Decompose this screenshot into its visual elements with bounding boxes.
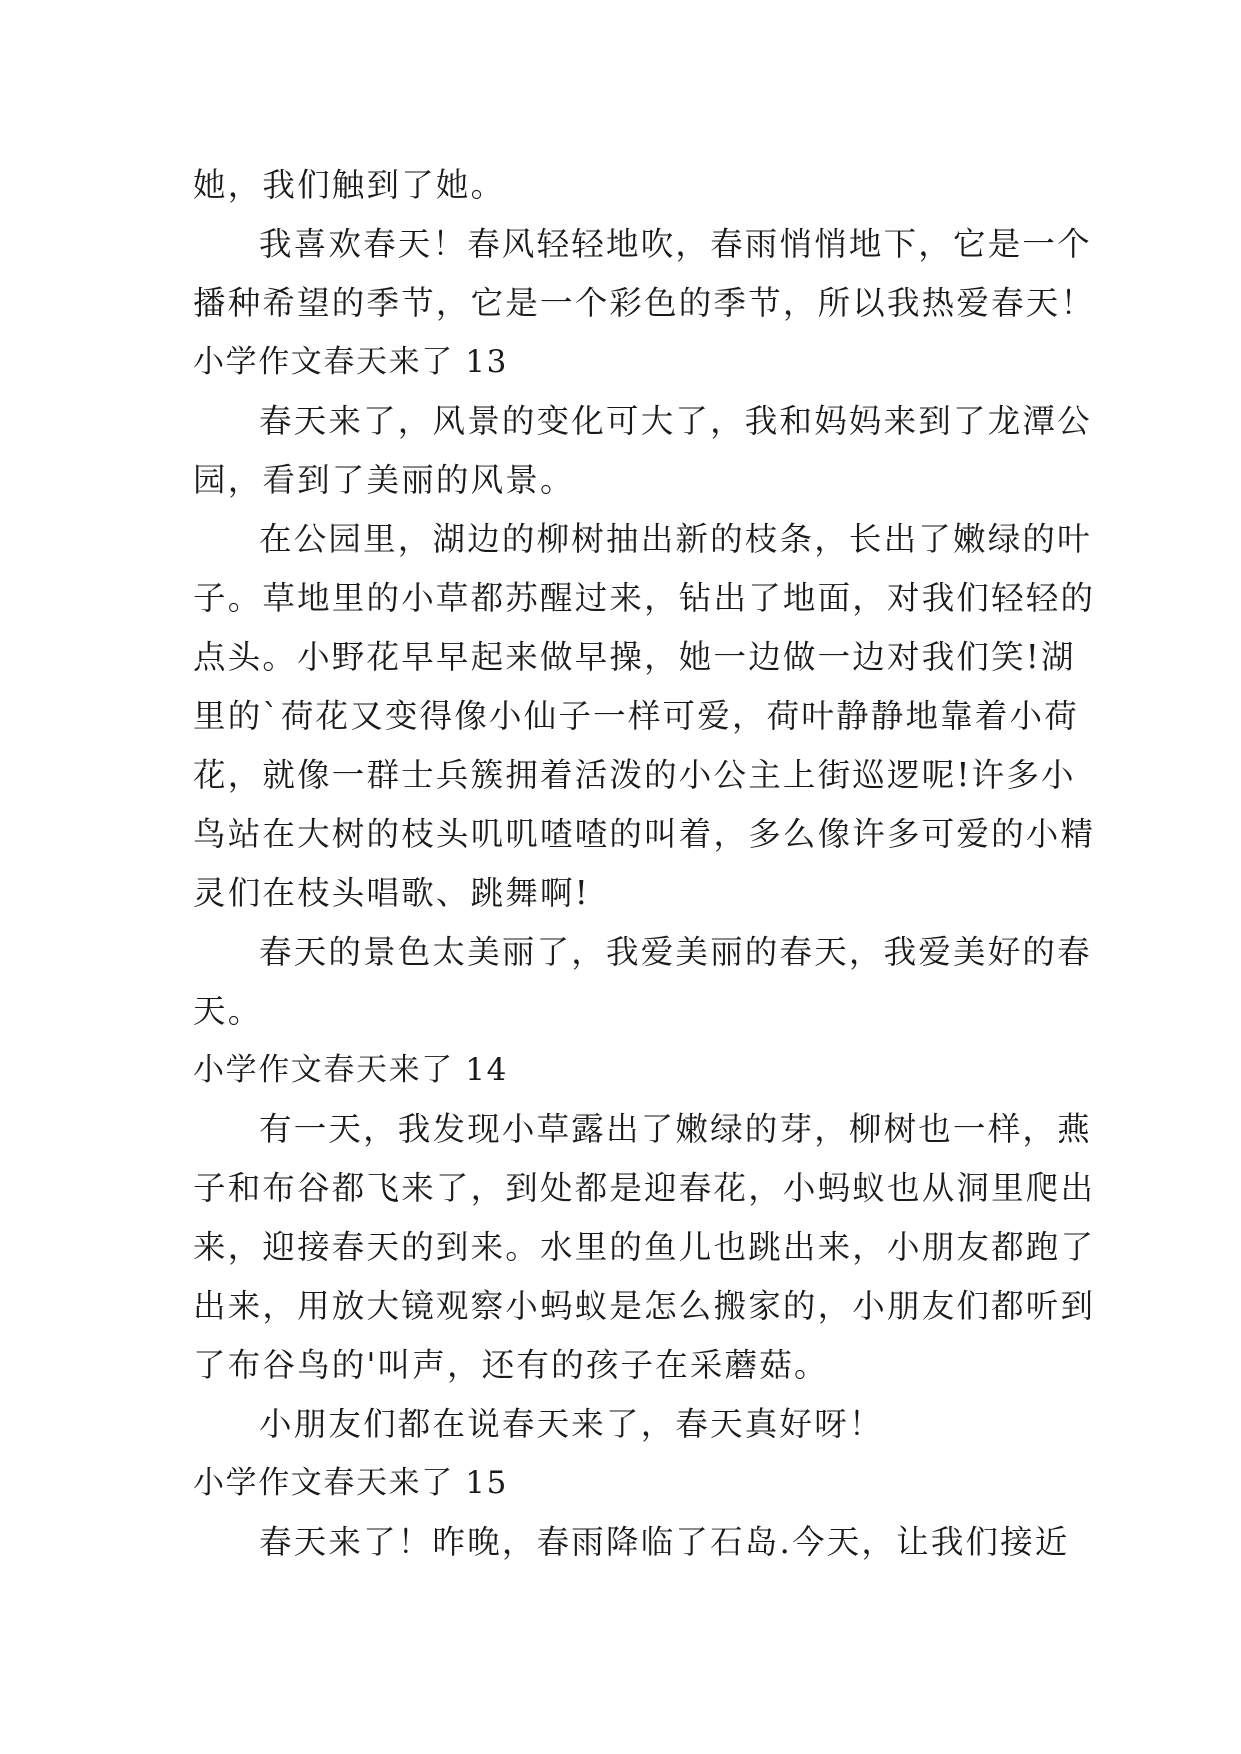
paragraph-closing xyxy=(193,215,1096,333)
text-line: 天。 xyxy=(193,992,263,1030)
text-line: 里的`荷花又变得像小仙子一样可爱，荷叶静静地靠着小荷 xyxy=(193,697,1079,735)
essay-heading-14: 小学作文春天来了 14 xyxy=(193,1052,508,1088)
text-line: 子。草地里的小草都苏醒过来，钻出了地面，对我们轻轻的 xyxy=(193,579,1096,617)
text-line: 春天来了，风景的变化可大了，我和妈妈来到了龙潭公 xyxy=(259,402,1092,440)
text-line: 出来，用放大镜观察小蚂蚁是怎么搬家的，小朋友们都听到 xyxy=(193,1287,1096,1325)
essay-13-paragraph-2 xyxy=(193,510,1096,923)
text-line: 春天的景色太美丽了，我爱美丽的春天，我爱美好的春 xyxy=(259,933,1092,971)
essay-15-paragraph-1 xyxy=(193,1513,1070,1572)
text-line: 在公园里，湖边的柳树抽出新的枝条，长出了嫩绿的叶 xyxy=(259,520,1092,558)
text-line: 来，迎接春天的到来。水里的鱼儿也跳出来，小朋友都跑了 xyxy=(193,1228,1096,1266)
essay-14-paragraph-2 xyxy=(193,1395,1053,1454)
text-line: 了布谷鸟的'叫声，还有的孩子在采蘑菇。 xyxy=(193,1346,829,1384)
text-line: 灵们在枝头唱歌、跳舞啊! xyxy=(193,874,590,912)
essay-14-paragraph-1 xyxy=(193,1100,1096,1395)
text-line: 有一天，我发现小草露出了嫩绿的芽，柳树也一样，燕 xyxy=(259,1110,1092,1148)
text-line: 小朋友们都在说春天来了，春天真好呀！ xyxy=(259,1405,884,1443)
essay-13-paragraph-3 xyxy=(193,923,1092,1041)
text-line: 春天来了！昨晚，春雨降临了石岛.今天，让我们接近 xyxy=(259,1523,1070,1561)
text-line: 我喜欢春天！春风轻轻地吹，春雨悄悄地下，它是一个 xyxy=(259,225,1092,263)
text-line: 播种希望的季节，它是一个彩色的季节，所以我热爱春天！ xyxy=(193,284,1096,322)
essay-13-paragraph-1 xyxy=(193,392,1092,510)
text-line: 点头。小野花早早起来做早操，她一边做一边对我们笑!湖 xyxy=(193,638,1076,676)
text-line: 她，我们触到了她。 xyxy=(193,166,506,204)
text-line: 鸟站在大树的枝头叽叽喳喳的叫着，多么像许多可爱的小精 xyxy=(193,815,1096,853)
text-line: 花，就像一群士兵簇拥着活泼的小公主上街巡逻呢!许多小 xyxy=(193,756,1076,794)
essay-heading-13: 小学作文春天来了 13 xyxy=(193,344,508,380)
text-line: 园，看到了美丽的风景。 xyxy=(193,461,575,499)
essay-heading-15: 小学作文春天来了 15 xyxy=(193,1465,508,1501)
document-body xyxy=(193,156,1096,1572)
text-line: 子和布谷都飞来了，到处都是迎春花，小蚂蚁也从洞里爬出 xyxy=(193,1169,1096,1207)
paragraph-continuation xyxy=(193,156,1053,215)
